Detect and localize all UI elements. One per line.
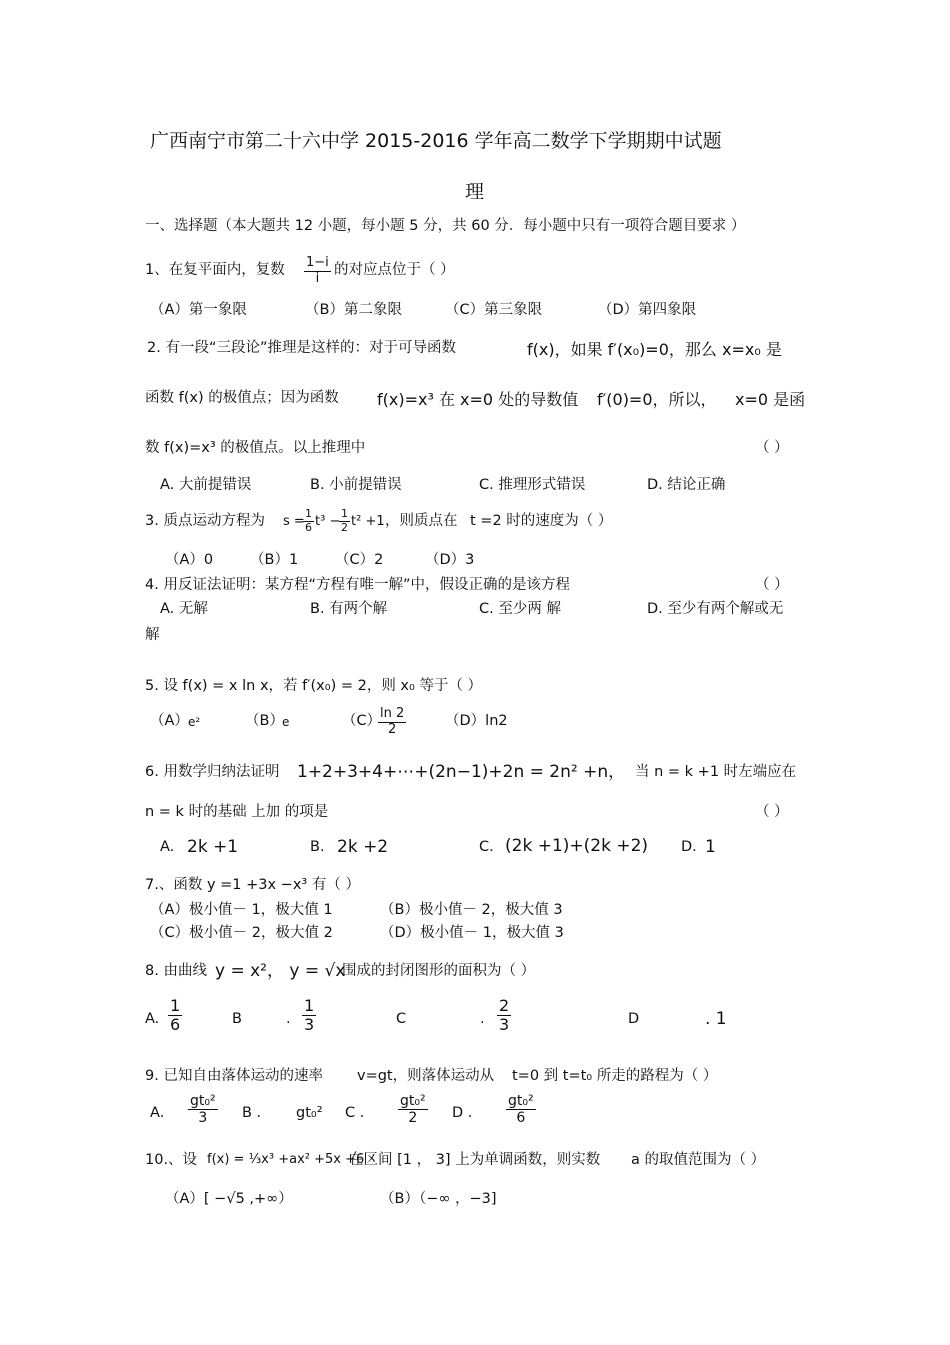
q8-c-den: 3: [499, 1015, 510, 1035]
q9-a-num: gt₀²: [190, 1093, 216, 1109]
q3-option-a: （A）0: [165, 552, 214, 568]
q1-stem-pre: 1、在复平面内，复数: [145, 262, 285, 278]
q8-b-den: 3: [304, 1015, 315, 1035]
q9-stem: 9. 已知自由落体运动的速率: [145, 1068, 323, 1084]
q2-answer-paren: （ ）: [755, 440, 789, 456]
q3-option-c: （C）2: [335, 552, 384, 568]
q3-frac2-num: 1: [341, 507, 348, 520]
q6-option-c-label: C.: [479, 839, 494, 855]
q6-stem-post: 当 n = k +1 时左端应在: [635, 764, 797, 780]
q1-option-b: （B）第二象限: [305, 302, 402, 318]
q6-option-b-label: B.: [310, 839, 325, 855]
q6-option-b-value: 2k +2: [337, 837, 389, 857]
q9-range: t=0 到 t=t₀ 所走的路程为（ ）: [512, 1068, 718, 1084]
q9-option-b-label: B ．: [242, 1105, 272, 1121]
q9-c-den: 2: [408, 1110, 418, 1127]
q6-option-c-value: (2k +1)+(2k +2): [505, 836, 649, 856]
q8-option-d-label: D: [628, 1011, 640, 1027]
q5-stem: 5. 设 f(x) = x ln x，若 f′(x₀) = 2，则 x₀ 等于（ ）: [145, 678, 483, 694]
q5-option-c-fraction: [378, 707, 406, 738]
q2-line3: 数 f(x)=x³ 的极值点。以上推理中: [145, 440, 366, 456]
q9-d-den: 6: [516, 1110, 526, 1127]
q9-c-num: gt₀²: [400, 1093, 426, 1109]
q6-answer-paren: （ ）: [755, 804, 789, 820]
q6-option-d-label: D.: [681, 839, 697, 855]
q3-frac2-den: 2: [341, 520, 348, 534]
q8-stem-post: 围成的封闭图形的面积为（ ）: [342, 963, 536, 979]
q8-formula: y = x²， y = √x: [215, 961, 346, 981]
q8-option-c-dot: .: [480, 1011, 485, 1027]
q1-frac-den: i: [315, 270, 320, 286]
q3-option-b: （B）1: [250, 552, 299, 568]
q7-option-c: （C）极小值－ 2，极大值 2: [150, 925, 333, 941]
q9-option-d-label: D ．: [452, 1105, 483, 1121]
q2-option-a: A. 大前提错误: [160, 477, 252, 493]
q9-option-a-fraction: [188, 1093, 218, 1126]
q9-option-d-fraction: [506, 1093, 536, 1126]
q9-option-c-fraction: [398, 1093, 428, 1126]
q2-line2: 函数 f(x) 的极值点；因为函数: [145, 390, 339, 406]
q8-option-a-label: A.: [145, 1011, 160, 1027]
q5-c-num: ln 2: [380, 706, 405, 721]
q6-option-a-value: 2k +1: [187, 837, 239, 857]
q5-option-a-value: e²: [188, 715, 201, 729]
q2-line2-formula: f(x)=x³ 在 x=0 处的导数值: [377, 390, 579, 409]
q3-formula-s: s =: [283, 514, 305, 529]
q10-stem-post2: a 的取值范围为（ ）: [631, 1152, 766, 1168]
q1-frac-num: 1−i: [306, 255, 329, 270]
q5-option-b-label: （B）: [245, 713, 284, 729]
q2-line2-derivative: f′(0)=0，所以，: [597, 390, 717, 409]
q8-a-num: 1: [170, 996, 181, 1015]
q8-option-c-fraction: [497, 997, 511, 1035]
q8-b-num: 1: [304, 996, 315, 1015]
q3-frac-1: [303, 508, 314, 534]
q4-option-b: B. 有两个解: [310, 601, 388, 617]
q8-option-b-dot: .: [286, 1011, 291, 1027]
q3-term-2: t² +1: [351, 514, 385, 529]
q1-fraction: [304, 256, 331, 287]
q7-stem: 7.、函数 y =1 +3x −x³ 有（ ）: [145, 877, 360, 893]
q1-option-d: （D）第四象限: [598, 302, 697, 318]
q8-option-a-fraction: [168, 997, 182, 1035]
q5-c-den: 2: [387, 721, 397, 737]
q3-frac1-num: 1: [305, 507, 312, 520]
q5-option-c-label: （C）: [342, 713, 382, 729]
q7-option-b: （B）极小值－ 2，极大值 3: [380, 902, 563, 918]
q8-c-num: 2: [499, 996, 510, 1015]
q5-option-b-value: e: [282, 715, 290, 729]
q6-option-d-value: 1: [705, 837, 716, 857]
q7-option-d: （D）极小值－ 1，极大值 3: [380, 925, 564, 941]
q3-frac1-den: 6: [305, 520, 312, 534]
q6-option-a-label: A.: [160, 839, 175, 855]
q1-option-a: （A）第一象限: [150, 302, 247, 318]
q6-line2: n = k 时的基础 上加 的项是: [145, 804, 329, 820]
q3-stem-post: ，则质点在: [385, 513, 458, 529]
q2-option-c: C. 推理形式错误: [479, 477, 586, 493]
q8-option-b-label: B: [232, 1011, 242, 1027]
q2-line2-end: x=0 是函: [735, 390, 806, 409]
q7-option-a: （A）极小值－ 1，极大值 1: [150, 902, 333, 918]
q2-option-b: B. 小前提错误: [310, 477, 402, 493]
q8-option-b-fraction: [302, 997, 316, 1035]
q2-option-d: D. 结论正确: [647, 477, 726, 493]
q10-option-a: （A）[ −√5 ,+∞）: [165, 1191, 293, 1207]
q6-formula: 1+2+3+4+⋯+(2n−1)+2n = 2n² +n，: [297, 762, 626, 782]
q5-option-d: （D）ln2: [445, 713, 508, 729]
q6-stem-pre: 6. 用数学归纳法证明: [145, 764, 280, 780]
q3-frac-2: [339, 508, 350, 534]
q4-option-d: D. 至少有两个解或无: [647, 601, 784, 617]
q9-option-c-label: C ．: [345, 1105, 375, 1121]
q3-stem-pre: 3. 质点运动方程为: [145, 513, 265, 529]
q10-option-b: （B）（−∞ ，−3]: [380, 1191, 497, 1207]
q4-stem: 4. 用反证法证明：某方程“方程有唯一解”中，假设正确的是该方程: [145, 577, 570, 593]
q2-line1-formula: f(x)，如果 f′(x₀)=0，那么 x=x₀ 是: [527, 340, 782, 359]
q10-stem-post: 在区间 [1 ， 3] 上为单调函数，则实数: [349, 1152, 601, 1168]
title-line1: 广西南宁市第二十六中学 2015-2016 学年高二数学下学期期中试题: [150, 130, 722, 152]
q9-a-den: 3: [198, 1110, 208, 1127]
title-line2: 理: [465, 181, 485, 203]
q4-option-a: A. 无解: [160, 601, 208, 617]
q2-line1: 2. 有一段“三段论”推理是这样的：对于可导函数: [147, 340, 456, 356]
q9-option-b-value: gt₀²: [296, 1105, 323, 1121]
q10-formula: f(x) = ⅓x³ +ax² +5x +6: [207, 1152, 365, 1167]
q5-option-a-label: （A）: [150, 713, 189, 729]
q10-stem-pre: 10.、设: [145, 1152, 198, 1168]
q4-option-c: C. 至少两 解: [479, 601, 561, 617]
q1-option-c: （C）第三象限: [445, 302, 543, 318]
q9-velocity: v=gt，则落体运动从: [357, 1068, 495, 1084]
q3-option-d: （D）3: [425, 552, 475, 568]
q4-answer-paren: （ ）: [755, 577, 789, 593]
q4-option-d-wrap: 解: [145, 627, 160, 643]
q8-stem-pre: 8. 由曲线: [145, 963, 207, 979]
q3-condition: t =2 时的速度为（ ）: [470, 513, 613, 529]
q9-option-a-label: A．: [150, 1105, 175, 1121]
q8-option-c-label: C: [396, 1011, 407, 1027]
q3-term-1: t³ −: [315, 514, 341, 529]
q8-option-d-value: . 1: [705, 1009, 727, 1029]
q9-d-num: gt₀²: [508, 1093, 534, 1109]
q1-stem-post: 的对应点位于（ ）: [334, 262, 455, 278]
section-header: 一、选择题（本大题共 12 小题，每小题 5 分，共 60 分．每小题中只有一项符合题目要求 ）: [145, 218, 746, 234]
q8-a-den: 6: [170, 1015, 181, 1035]
